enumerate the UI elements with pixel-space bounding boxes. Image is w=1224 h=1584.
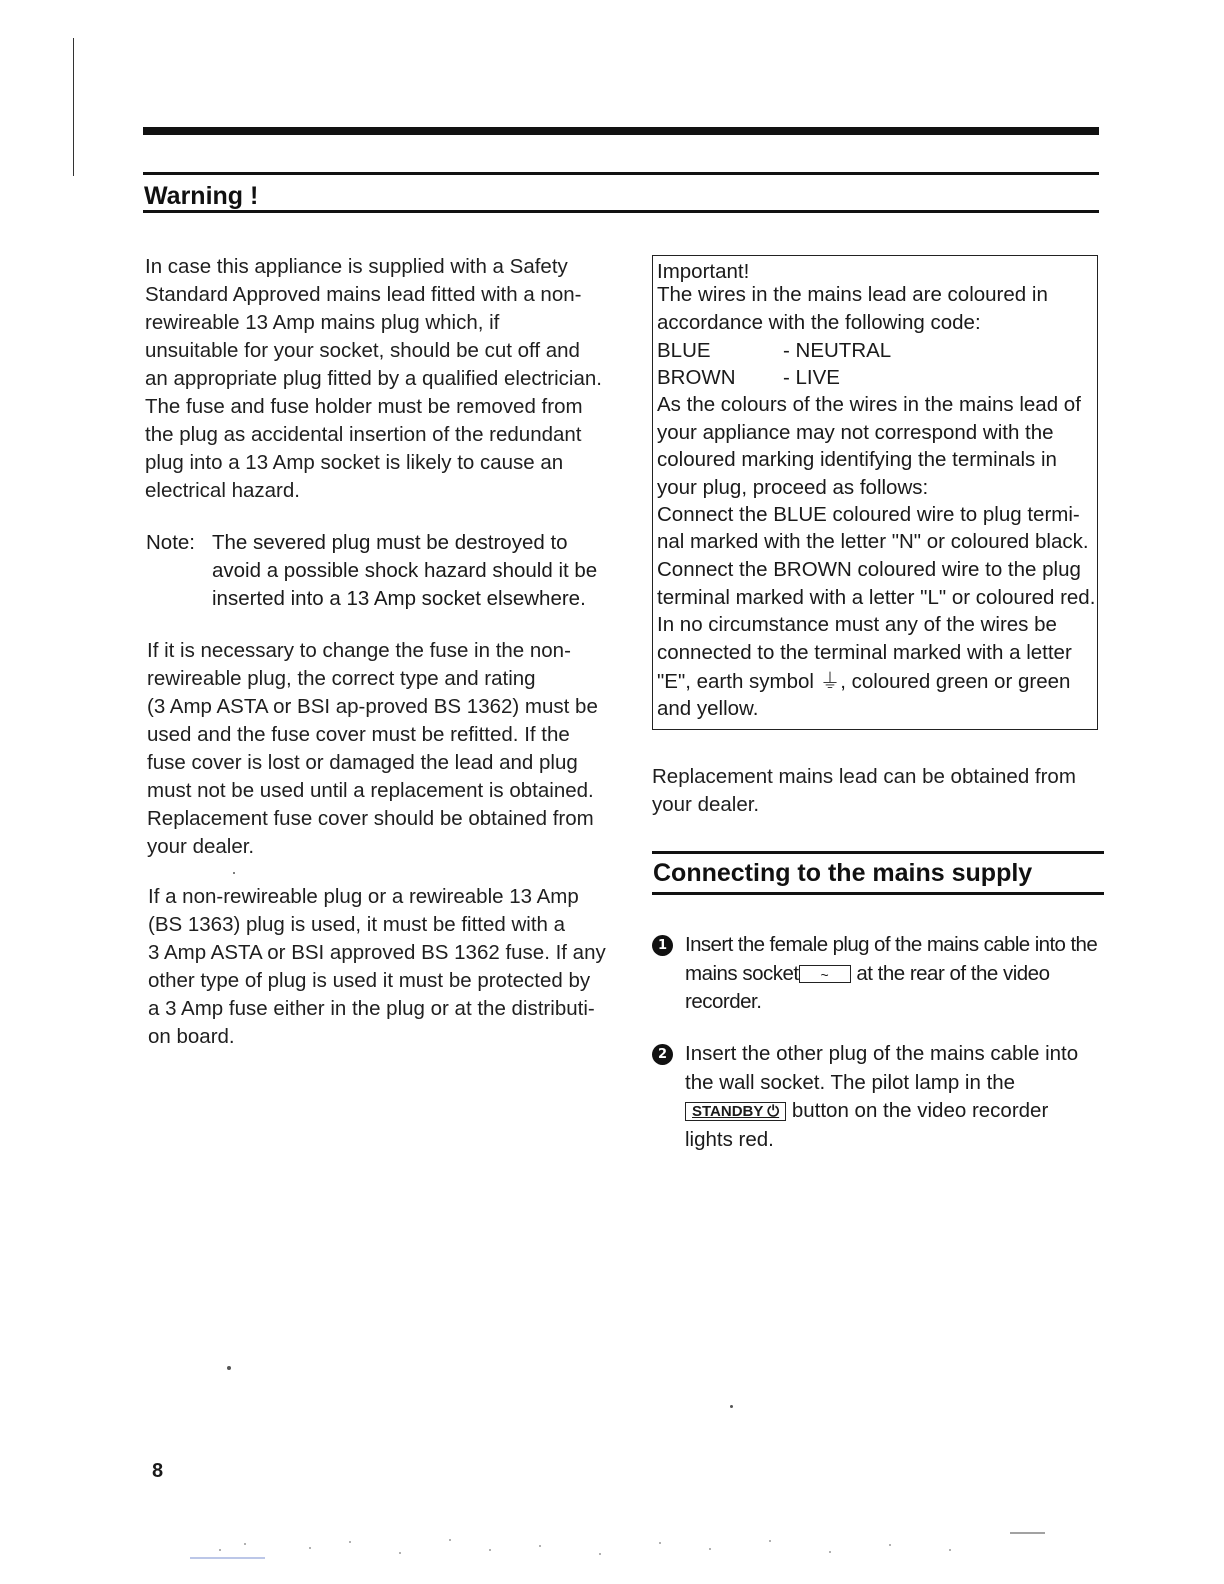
text-line: In case this appliance is supplied with a Safety	[145, 255, 568, 278]
text-line: The fuse and fuse holder must be removed from	[145, 395, 583, 418]
scan-speck	[233, 872, 235, 874]
text-line: electrical hazard.	[145, 479, 300, 502]
top-rule	[143, 127, 1099, 135]
text-line: fuse cover is lost or damaged the lead and plug	[147, 751, 578, 774]
code-row-brown	[657, 364, 1077, 392]
text-line: your dealer.	[147, 835, 255, 858]
text-line: on board.	[148, 1025, 235, 1048]
note-label: Note:	[146, 531, 195, 554]
text-line: (BS 1363) plug is used, it must be fitted with a	[148, 913, 566, 936]
earth-symbol-icon: ⏚	[819, 669, 841, 693]
text-line: recorder.	[685, 990, 762, 1013]
connecting-title: Connecting to the mains supply	[653, 859, 1033, 887]
text-line: (3 Amp ASTA or BSI ap-proved BS 1362) must be	[147, 695, 598, 718]
text-line: other type of plug is used it must be protected by	[148, 969, 591, 992]
text-line: The wires in the mains lead are coloured in	[657, 283, 1048, 306]
warning-paragraph-2	[147, 637, 617, 861]
text-line: terminal marked with a letter "L" or coloured red.	[657, 586, 1096, 609]
text-line: Insert the other plug of the mains cable into	[685, 1042, 1079, 1065]
standby-button-icon: STANDBY ⏻	[685, 1102, 786, 1121]
warning-bottom-rule	[143, 210, 1099, 213]
text-line: must not be used until a replacement is obtained.	[147, 779, 594, 802]
text-line: used and the fuse cover must be refitted. If the	[147, 723, 570, 746]
text-line: rewireable 13 Amp mains plug which, if	[145, 311, 500, 334]
scan-speck	[227, 1366, 231, 1370]
text-line: coloured marking identifying the terminals in	[657, 448, 1057, 471]
text-line: 3 Amp ASTA or BSI approved BS 1362 fuse. If any	[148, 941, 606, 964]
text-line: Connect the BLUE coloured wire to plug termi-	[657, 503, 1080, 526]
text-line: the wall socket. The pilot lamp in the	[685, 1070, 1016, 1094]
scan-noise	[190, 1528, 1070, 1564]
earth-line	[657, 667, 1070, 696]
text-line: connected to the terminal marked with a letter	[657, 641, 1072, 664]
text-line: accordance with the following code:	[657, 311, 981, 334]
text-line: Replacement fuse cover should be obtained from	[147, 807, 594, 830]
text-line: and yellow.	[657, 697, 759, 720]
warning-paragraph-1	[145, 253, 615, 505]
text-line: an appropriate plug fitted by a qualified electrician.	[145, 367, 602, 390]
text-span: button on the video recorder	[791, 1099, 1049, 1122]
scan-speck	[730, 1405, 733, 1408]
code-name: BLUE	[657, 339, 711, 362]
earth-line-before: "E", earth symbol	[657, 670, 814, 693]
connecting-top-rule	[652, 851, 1104, 854]
text-line: rewireable plug, the correct type and rating	[147, 667, 536, 690]
text-line: If a non-rewireable plug or a rewireable 13 Amp	[148, 885, 579, 908]
text-line: If it is necessary to change the fuse in the non-	[147, 639, 571, 662]
text-line: lights red.	[685, 1127, 774, 1151]
text-line: a 3 Amp fuse either in the plug or at the distributi-	[148, 997, 595, 1020]
step-2-text	[685, 1040, 1110, 1154]
step-1-badge: 1	[652, 935, 673, 956]
page-number: 8	[152, 1460, 164, 1482]
warning-paragraph-3	[148, 883, 618, 1051]
text-line: your plug, proceed as follows:	[657, 476, 929, 499]
text-line: The severed plug must be destroyed to	[212, 531, 568, 554]
text-line: your appliance may not correspond with the	[657, 421, 1054, 444]
text-line: Standard Approved mains lead fitted with a non-	[145, 283, 582, 306]
text-line: Replacement mains lead can be obtained from	[652, 765, 1076, 788]
connecting-bottom-rule	[652, 892, 1104, 895]
text-line: unsuitable for your socket, should be cut off and	[145, 339, 580, 362]
step-2	[652, 1044, 1112, 1159]
mains-socket-icon: ~	[799, 965, 851, 983]
text-line: nal marked with the letter "N" or coloured black.	[657, 530, 1089, 553]
warning-title: Warning !	[144, 182, 259, 210]
step-2-line-3	[685, 1097, 1110, 1126]
text-span: at the rear of the video	[856, 961, 1050, 985]
text-line: As the colours of the wires in the mains lead of	[657, 393, 1081, 416]
note-block	[146, 529, 616, 619]
code-value: - NEUTRAL	[783, 339, 892, 362]
text-line: Connect the BROWN coloured wire to the plug	[657, 558, 1081, 581]
text-line: plug into a 13 Amp socket is likely to cause an	[145, 451, 564, 474]
text-line: In no circumstance must any of the wires be	[657, 613, 1057, 636]
code-row-blue	[657, 337, 1077, 365]
step-2-badge: 2	[652, 1044, 673, 1065]
text-line: inserted into a 13 Amp socket elsewhere.	[212, 587, 586, 610]
code-name: BROWN	[657, 366, 736, 389]
warning-top-rule	[143, 172, 1099, 175]
text-line: avoid a possible shock hazard should it be	[212, 559, 598, 582]
code-value: - LIVE	[783, 366, 840, 389]
replacement-lead-paragraph	[652, 763, 1102, 819]
important-box	[652, 255, 1098, 730]
text-line: the plug as accidental insertion of the redundant	[145, 423, 582, 446]
note-text	[212, 529, 612, 613]
text-span: mains socket	[685, 961, 799, 985]
step-1-line-2	[685, 960, 1110, 989]
earth-line-after: , coloured green or green	[840, 670, 1071, 693]
step-1	[652, 935, 1112, 1020]
step-1-text	[685, 931, 1110, 1017]
text-line: Insert the female plug of the mains cable into the	[685, 933, 1098, 956]
important-heading: Important!	[657, 260, 750, 283]
text-line: your dealer.	[652, 793, 760, 816]
scan-margin-line	[73, 38, 74, 176]
